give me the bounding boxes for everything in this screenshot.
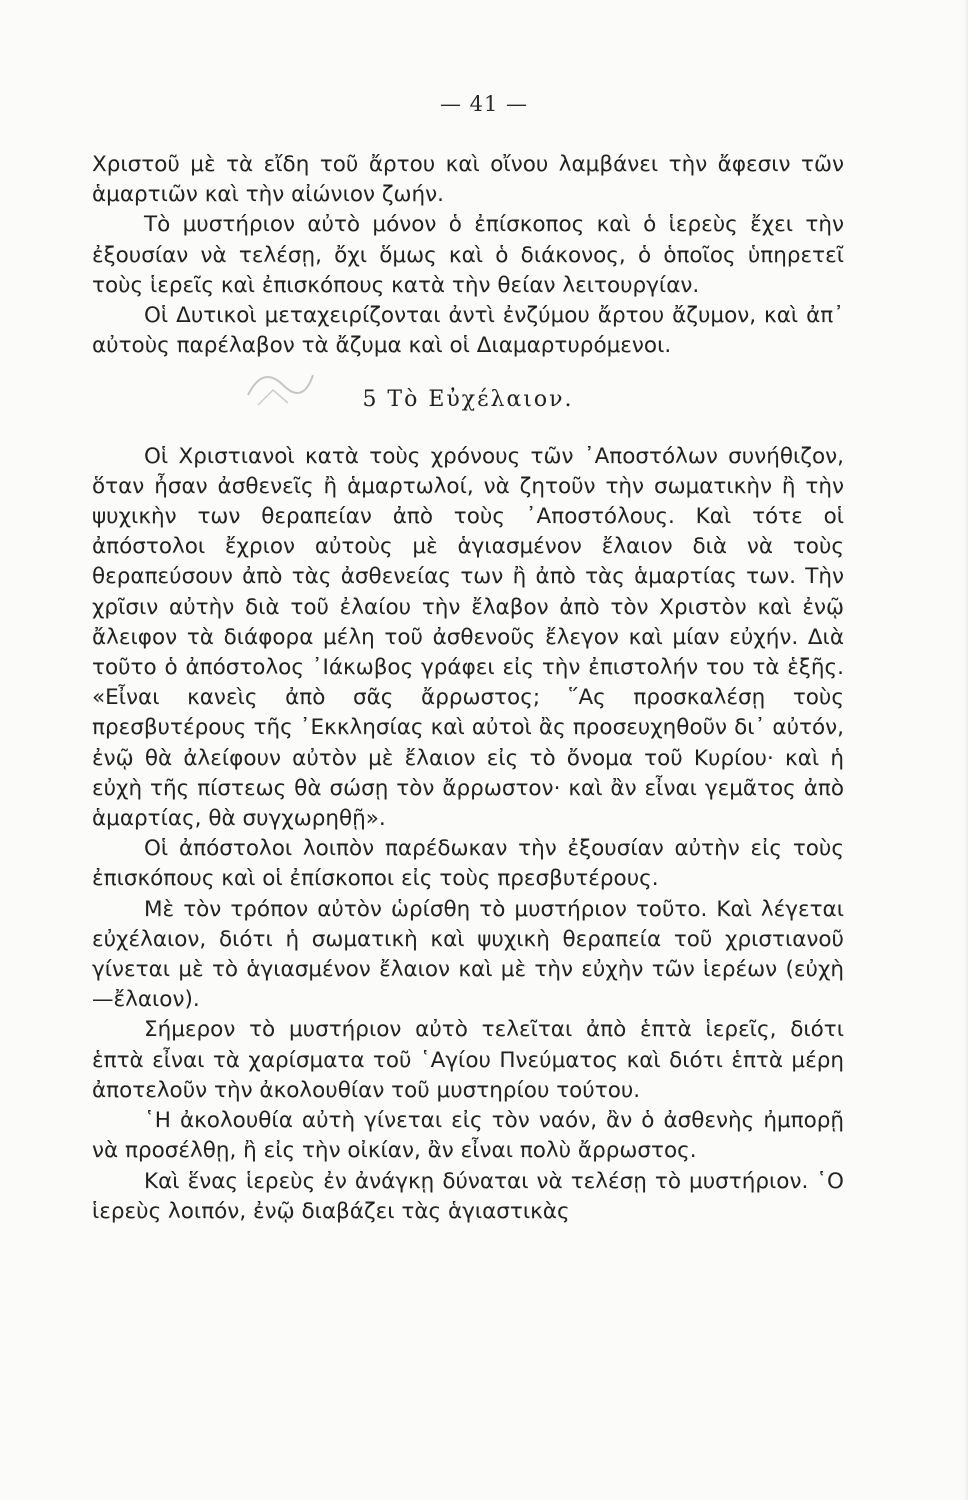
paragraphs-before — [92, 150, 844, 361]
paragraph: Οἱ Χριστιανοὶ κατὰ τοὺς χρόνους τῶν ᾽Αποστόλων συνήθιζον, ὅταν ἦσαν ἀσθενεῖς ἢ ἁμαρτωλοί, νὰ ζητοῦν τὴν σωματικὴν ἢ τὴν ψυχικὴν των θεραπείαν ἀπὸ τοὺς ᾽Αποστόλους. Καὶ τότε οἱ ἀπόστολοι ἔχριον αὐτοὺς μὲ ἁγιασμένον ἔλαιον διὰ νὰ τοὺς θεραπεύσουν ἀπὸ τὰς ἀσθενείας των ἢ ἀπὸ τὰς ἁμαρτίας των. Τὴν χρῖσιν αὐτὴν διὰ τοῦ ἐλαίου τὴν ἔλαβον ἀπὸ τὸν Χριστὸν καὶ ἐνῷ ἄλειφον τὰ διάφορα μέλη τοῦ ἀσθενοῦς ἔλεγον καὶ μίαν εὐχήν. Διὰ τοῦτο ὁ ἀπόστολος ᾽Ιάκωβος γράφει εἰς τὴν ἐπιστολήν του τὰ ἑξῆς. «Εἶναι κανεὶς ἀπὸ σᾶς ἄρρωστος; ῞Ας προσκαλέσῃ τοὺς πρεσβυτέρους τῆς ᾽Εκκλησίας καὶ αὐτοὶ ἂς προσευχηθοῦν δι᾽ αὐτόν, ἐνῷ θὰ ἀλείφουν αὐτὸν μὲ ἔλαιον εἰς τὸ ὄνομα τοῦ Κυρίου· καὶ ἡ εὐχὴ τῆς πίστεως θὰ σώσῃ τὸν ἄρρωστον· καὶ ἂν εἶναι γεμᾶτος ἀπὸ ἁμαρτίας, θὰ συγχωρηθῇ». — [92, 443, 844, 832]
paragraph: Σήμερον τὸ μυστήριον αὐτὸ τελεῖται ἀπὸ ἑπτὰ ἱερεῖς, διότι ἑπτὰ εἶναι τὰ χαρίσματα τοῦ ῾Αγίου Πνεύματος καὶ διότι ἑπτὰ μέρη ἀποτελοῦν τὴν ἀκολουθίαν τοῦ μυστηρίου τούτου. — [92, 1017, 844, 1103]
paragraph: Οἱ ἀπόστολοι λοιπὸν παρέδωκαν τὴν ἐξουσίαν αὐτὴν εἰς τοὺς ἐπισκόπους καὶ οἱ ἐπίσκοποι εἰς τοὺς πρεσβυτέρους. — [92, 836, 844, 892]
paragraph: Χριστοῦ μὲ τὰ εἴδη τοῦ ἄρτου καὶ οἴνου λαμβάνει τὴν ἄφεσιν τῶν ἁμαρτιῶν καὶ τὴν αἰώνιον ζωήν. — [92, 152, 844, 208]
scan-shadow-edge — [964, 0, 968, 1500]
library-stamp-mark — [238, 355, 318, 415]
text-column — [92, 150, 844, 1227]
paragraph: Καὶ ἕνας ἱερεὺς ἐν ἀνάγκῃ δύναται νὰ τελέσῃ τὸ μυστήριον. ῾Ο ἱερεὺς λοιπόν, ἐνῷ διαβάζει τὰς ἁγιαστικὰς — [92, 1168, 844, 1224]
page-number: — 41 — — [439, 92, 529, 116]
paragraph: ῾Η ἀκολουθία αὐτὴ γίνεται εἰς τὸν ναόν, ἂν ὁ ἀσθενὴς ἠμπορῇ νὰ προσέλθῃ, ἢ εἰς τὴν οἰκίαν, ἂν εἶναι πολὺ ἄρρωστος. — [92, 1108, 844, 1164]
section-heading: 5 Τὸ Εὐχέλαιον. — [362, 387, 574, 413]
paragraph: Τὸ μυστήριον αὐτὸ μόνον ὁ ἐπίσκοπος καὶ ὁ ἱερεὺς ἔχει τὴν ἐξουσίαν νὰ τελέσῃ, ὄχι ὅμως καὶ ὁ διάκονος, ὁ ὁποῖος ὑπηρετεῖ τοὺς ἱερεῖς καὶ ἐπισκόπους κατὰ τὴν θείαν λειτουργίαν. — [92, 212, 844, 298]
paragraphs-after — [92, 442, 844, 1227]
paragraph: Οἱ Δυτικοὶ μεταχειρίζονται ἀντὶ ἐνζύμου ἄρτου ἄζυμον, καὶ ἀπ᾽ αὐτοὺς παρέλαβον τὰ ἄζυμα καὶ οἱ Διαμαρτυρόμενοι. — [92, 303, 844, 359]
paragraph: Μὲ τὸν τρόπον αὐτὸν ὡρίσθη τὸ μυστήριον τοῦτο. Καὶ λέγεται εὐχέλαιον, διότι ἡ σωματικὴ καὶ ψυχικὴ θεραπεία τοῦ χριστιανοῦ γίνεται μὲ τὸ ἁγιασμένον ἔλαιον καὶ μὲ τὴν εὐχὴν τῶν ἱερέων (εὐχὴ—ἔλαιον). — [92, 896, 844, 1013]
